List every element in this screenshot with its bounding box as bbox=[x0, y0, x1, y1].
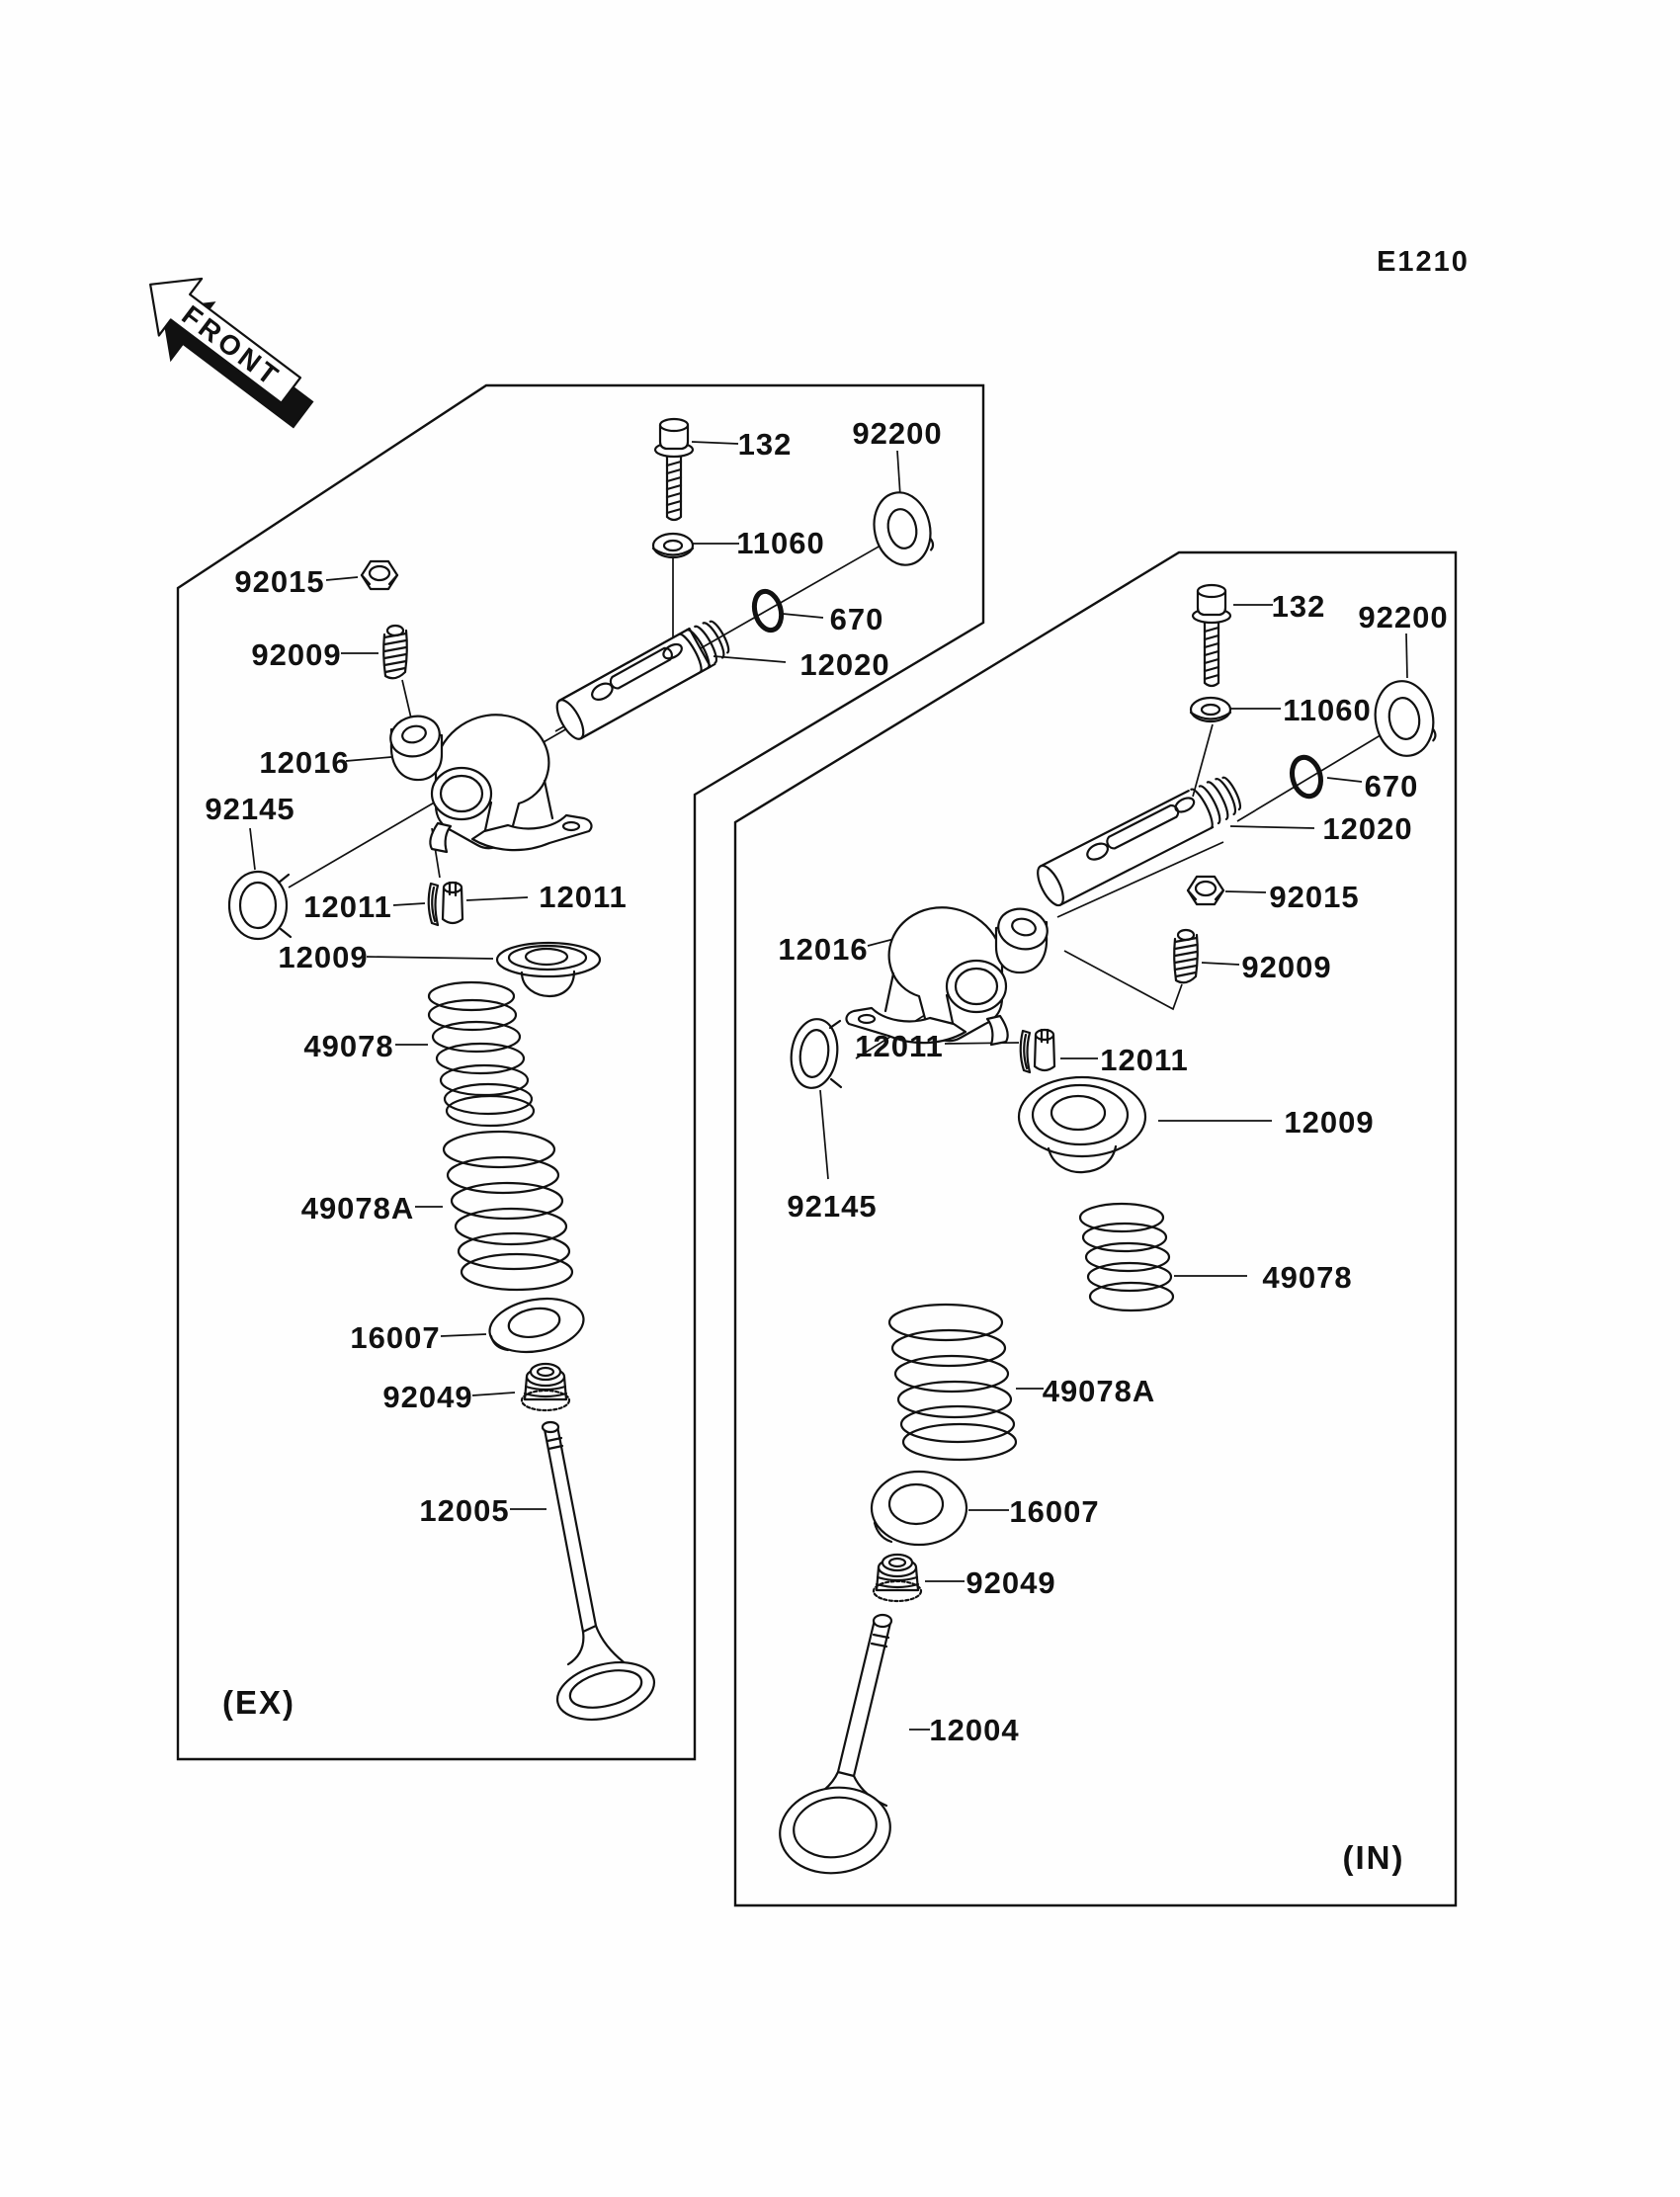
part-inner-spring-exhaust bbox=[429, 982, 534, 1126]
part-rocker-arm-intake bbox=[847, 904, 1052, 1045]
part-stem-seal-exhaust bbox=[522, 1364, 569, 1410]
part-bolt-intake bbox=[1193, 585, 1230, 686]
part-label-12016-in: 12016 bbox=[778, 932, 869, 967]
part-adjust-screw-intake bbox=[1174, 930, 1198, 982]
part-label-49078A-ex: 49078A bbox=[300, 1191, 415, 1225]
part-adjust-screw-exhaust bbox=[383, 626, 407, 678]
part-spring-retainer-intake bbox=[1019, 1077, 1145, 1172]
part-inner-spring-intake bbox=[1080, 1204, 1173, 1310]
part-valve-keepers-intake bbox=[1021, 1030, 1054, 1072]
part-outer-spring-exhaust bbox=[444, 1132, 572, 1290]
part-label-670-in: 670 bbox=[1364, 769, 1419, 803]
part-washer-small-exhaust bbox=[653, 534, 693, 557]
part-label-92015-in: 92015 bbox=[1269, 880, 1360, 914]
front-arrow-icon bbox=[128, 256, 324, 443]
part-label-92009-ex: 92009 bbox=[251, 637, 342, 672]
part-oring-intake bbox=[1288, 754, 1324, 800]
part-label-92015-ex: 92015 bbox=[234, 564, 325, 599]
part-valve-intake bbox=[775, 1615, 896, 1880]
part-label-16007-ex: 16007 bbox=[350, 1320, 441, 1355]
part-outer-spring-intake bbox=[889, 1305, 1016, 1460]
part-valve-keepers-exhaust bbox=[429, 883, 462, 925]
part-label-11060-in: 11060 bbox=[1283, 693, 1372, 727]
diagram-code: E1210 bbox=[1377, 246, 1470, 278]
part-label-92200-in: 92200 bbox=[1358, 600, 1449, 634]
part-label-132-ex: 132 bbox=[737, 427, 793, 462]
part-spring-retainer-exhaust bbox=[497, 943, 600, 996]
part-spring-seat-exhaust bbox=[485, 1292, 588, 1359]
part-label-92009-in: 92009 bbox=[1241, 950, 1332, 984]
part-valve-exhaust bbox=[543, 1422, 660, 1729]
part-spring-seat-intake bbox=[872, 1472, 966, 1545]
part-label-92145-in: 92145 bbox=[787, 1189, 878, 1224]
part-washer-large-intake bbox=[1370, 677, 1439, 761]
part-label-12011b-ex: 12011 bbox=[539, 880, 628, 914]
part-label-16007-in: 16007 bbox=[1009, 1494, 1100, 1529]
part-label-12016-ex: 12016 bbox=[259, 745, 350, 780]
intake-labels bbox=[778, 589, 1448, 1876]
part-bolt-exhaust bbox=[655, 419, 693, 520]
part-locknut-intake bbox=[1188, 877, 1223, 904]
part-label-670-ex: 670 bbox=[829, 602, 884, 636]
part-stem-seal-intake bbox=[874, 1555, 921, 1601]
part-washer-large-exhaust bbox=[868, 487, 937, 570]
intake-caption: (IN) bbox=[1342, 1839, 1405, 1876]
part-label-92145-ex: 92145 bbox=[205, 792, 295, 826]
part-label-49078-in: 49078 bbox=[1262, 1260, 1353, 1295]
part-lock-washer-exhaust bbox=[229, 872, 291, 939]
part-washer-small-intake bbox=[1191, 698, 1230, 721]
part-label-12004-in: 12004 bbox=[929, 1713, 1020, 1747]
part-label-12009-ex: 12009 bbox=[278, 940, 369, 974]
part-locknut-exhaust bbox=[362, 561, 397, 589]
exhaust-caption: (EX) bbox=[222, 1684, 295, 1721]
part-label-12011a-in: 12011 bbox=[855, 1029, 944, 1063]
part-label-12005-ex: 12005 bbox=[419, 1493, 510, 1528]
part-label-92200-ex: 92200 bbox=[852, 416, 943, 451]
part-label-12011b-in: 12011 bbox=[1100, 1043, 1189, 1077]
part-lock-washer-intake bbox=[787, 1016, 841, 1091]
part-label-92049-ex: 92049 bbox=[382, 1380, 473, 1414]
exhaust-leader-lines bbox=[250, 442, 900, 1509]
part-label-49078-ex: 49078 bbox=[303, 1029, 394, 1063]
front-arrow-label: FRONT bbox=[176, 298, 288, 393]
part-label-11060-ex: 11060 bbox=[736, 526, 825, 560]
part-label-49078A-in: 49078A bbox=[1042, 1374, 1156, 1408]
part-label-12009-in: 12009 bbox=[1284, 1105, 1375, 1140]
part-label-92049-in: 92049 bbox=[966, 1565, 1056, 1600]
part-rocker-shaft-exhaust bbox=[551, 616, 733, 743]
part-label-12011a-ex: 12011 bbox=[303, 889, 392, 924]
part-label-132-in: 132 bbox=[1271, 589, 1326, 624]
part-label-12020-ex: 12020 bbox=[799, 647, 890, 682]
part-label-12020-in: 12020 bbox=[1322, 811, 1413, 846]
